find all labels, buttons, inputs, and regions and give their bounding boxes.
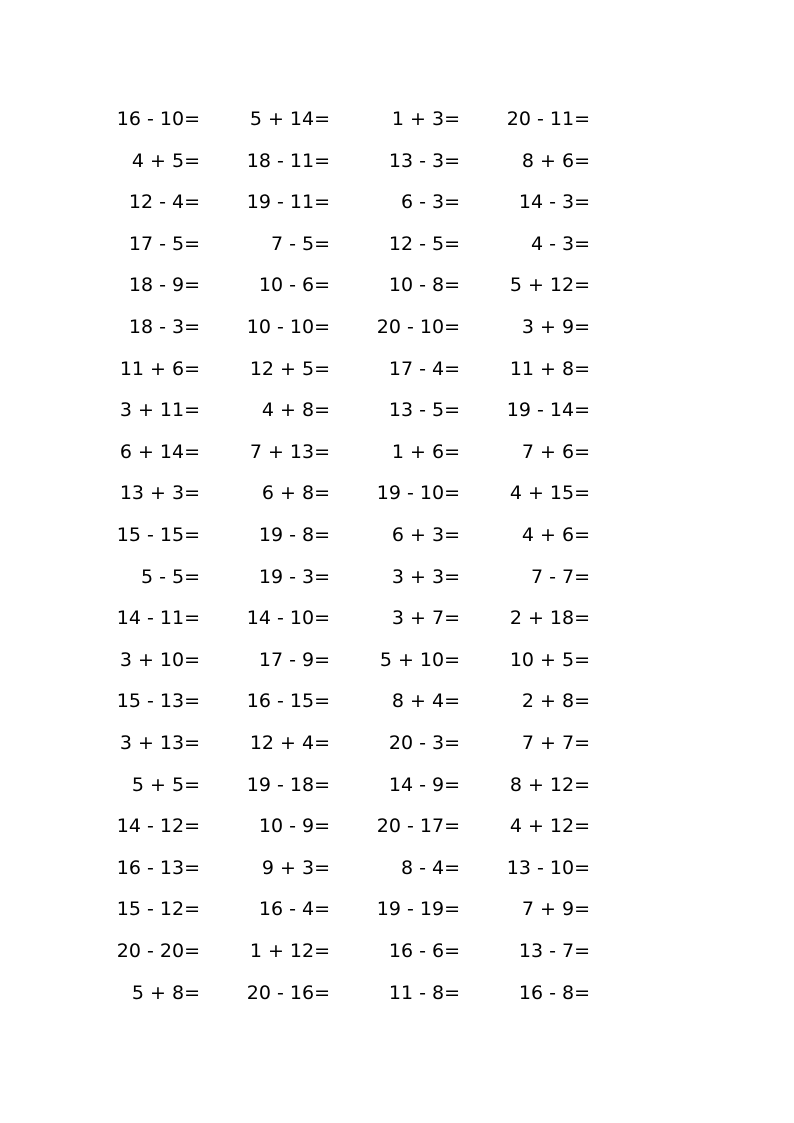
math-problem: 10 + 5= — [509, 648, 590, 671]
math-problem: 8 + 6= — [521, 149, 590, 172]
math-problem: 13 - 10= — [506, 856, 590, 879]
math-problem: 10 - 9= — [258, 815, 330, 838]
math-problem: 7 + 9= — [521, 898, 590, 921]
math-problem: 5 - 5= — [140, 565, 200, 588]
problem-row — [0, 229, 794, 259]
math-problem: 7 - 5= — [270, 232, 330, 255]
math-problem: 7 - 7= — [530, 565, 590, 588]
math-problem: 9 + 3= — [261, 856, 330, 879]
math-problem: 16 - 13= — [116, 856, 200, 879]
math-problem: 4 + 12= — [509, 815, 590, 838]
math-problem: 6 + 3= — [391, 524, 460, 546]
math-problem: 18 - 9= — [128, 274, 200, 297]
math-problem: 18 - 11= — [246, 149, 330, 172]
math-problem: 3 + 7= — [391, 607, 460, 630]
math-problem: 16 - 6= — [388, 940, 460, 962]
math-problem: 7 + 13= — [249, 440, 330, 463]
math-problem: 14 - 10= — [246, 607, 330, 630]
problem-row — [0, 978, 794, 1008]
math-problem: 15 - 12= — [116, 898, 200, 921]
math-problem: 19 - 3= — [258, 565, 330, 588]
math-problem: 14 - 9= — [388, 773, 460, 796]
math-problem: 15 - 15= — [116, 524, 200, 546]
math-problem: 4 - 3= — [530, 232, 590, 255]
math-problem: 12 + 4= — [249, 732, 330, 754]
math-problem: 16 - 4= — [258, 898, 330, 921]
problem-row — [0, 354, 794, 384]
math-problem: 4 + 15= — [509, 482, 590, 505]
math-problem: 16 - 8= — [518, 981, 590, 1004]
math-problem: 20 - 11= — [506, 108, 590, 130]
problem-row — [0, 894, 794, 924]
problem-row — [0, 686, 794, 716]
math-problem: 7 + 6= — [521, 440, 590, 463]
math-problem: 12 + 5= — [249, 357, 330, 380]
math-problem: 11 - 8= — [388, 981, 460, 1004]
math-problem: 3 + 11= — [119, 399, 200, 422]
math-problem: 3 + 3= — [391, 565, 460, 588]
math-problem: 5 + 5= — [131, 773, 200, 796]
math-problem: 20 - 10= — [376, 316, 460, 338]
problem-row — [0, 562, 794, 592]
math-problem: 14 - 12= — [116, 815, 200, 838]
problem-row — [0, 478, 794, 508]
problem-row — [0, 936, 794, 966]
math-problem: 3 + 10= — [119, 648, 200, 671]
math-problem: 3 + 9= — [521, 316, 590, 338]
math-problem: 20 - 16= — [246, 981, 330, 1004]
math-problem: 10 - 6= — [258, 274, 330, 297]
math-problem: 19 - 10= — [376, 482, 460, 505]
math-problem: 11 + 6= — [119, 357, 200, 380]
math-problem: 6 + 14= — [119, 440, 200, 463]
math-problem: 8 - 4= — [400, 856, 460, 879]
problem-row — [0, 187, 794, 217]
math-problem: 8 + 12= — [509, 773, 590, 796]
math-problem: 20 - 3= — [388, 732, 460, 754]
math-problem: 19 - 11= — [246, 191, 330, 214]
math-problem: 5 + 12= — [509, 274, 590, 297]
math-problem: 5 + 10= — [379, 648, 460, 671]
math-problem: 15 - 13= — [116, 690, 200, 713]
math-problem: 2 + 8= — [521, 690, 590, 713]
math-problem: 4 + 8= — [261, 399, 330, 422]
problem-row — [0, 853, 794, 883]
math-problem: 7 + 7= — [521, 732, 590, 754]
math-problem: 1 + 6= — [391, 440, 460, 463]
problem-row — [0, 437, 794, 467]
math-problem: 5 + 14= — [249, 108, 330, 130]
math-problem: 3 + 13= — [119, 732, 200, 754]
math-problem: 16 - 15= — [246, 690, 330, 713]
math-problem: 10 - 10= — [246, 316, 330, 338]
math-problem: 16 - 10= — [116, 108, 200, 130]
math-problem: 1 + 3= — [391, 108, 460, 130]
math-problem: 14 - 11= — [116, 607, 200, 630]
math-problem: 17 - 9= — [258, 648, 330, 671]
math-problem: 12 - 5= — [388, 232, 460, 255]
math-problem: 18 - 3= — [128, 316, 200, 338]
math-problem: 19 - 8= — [258, 524, 330, 546]
math-problem: 10 - 8= — [388, 274, 460, 297]
problem-row — [0, 728, 794, 758]
math-problem: 20 - 17= — [376, 815, 460, 838]
math-problem: 11 + 8= — [509, 357, 590, 380]
problem-row — [0, 104, 794, 134]
problem-row — [0, 645, 794, 675]
math-problem: 19 - 19= — [376, 898, 460, 921]
problem-row — [0, 312, 794, 342]
math-problem: 14 - 3= — [518, 191, 590, 214]
math-problem: 8 + 4= — [391, 690, 460, 713]
problem-row — [0, 146, 794, 176]
math-problem: 17 - 5= — [128, 232, 200, 255]
problem-row — [0, 811, 794, 841]
problem-row — [0, 270, 794, 300]
math-problem: 19 - 18= — [246, 773, 330, 796]
math-problem: 12 - 4= — [128, 191, 200, 214]
math-problem: 13 - 3= — [388, 149, 460, 172]
math-problem: 13 - 7= — [518, 940, 590, 962]
math-problem: 6 + 8= — [261, 482, 330, 505]
problem-row — [0, 520, 794, 550]
math-problem: 13 - 5= — [388, 399, 460, 422]
math-problem: 13 + 3= — [119, 482, 200, 505]
problem-row — [0, 603, 794, 633]
math-problem: 4 + 5= — [131, 149, 200, 172]
math-problem: 1 + 12= — [249, 940, 330, 962]
math-problem: 6 - 3= — [400, 191, 460, 214]
problem-row — [0, 395, 794, 425]
math-problem: 5 + 8= — [131, 981, 200, 1004]
math-problem: 4 + 6= — [521, 524, 590, 546]
math-problem: 17 - 4= — [388, 357, 460, 380]
math-problem: 2 + 18= — [509, 607, 590, 630]
math-problem: 19 - 14= — [506, 399, 590, 422]
problem-row — [0, 770, 794, 800]
math-problem: 20 - 20= — [116, 940, 200, 962]
